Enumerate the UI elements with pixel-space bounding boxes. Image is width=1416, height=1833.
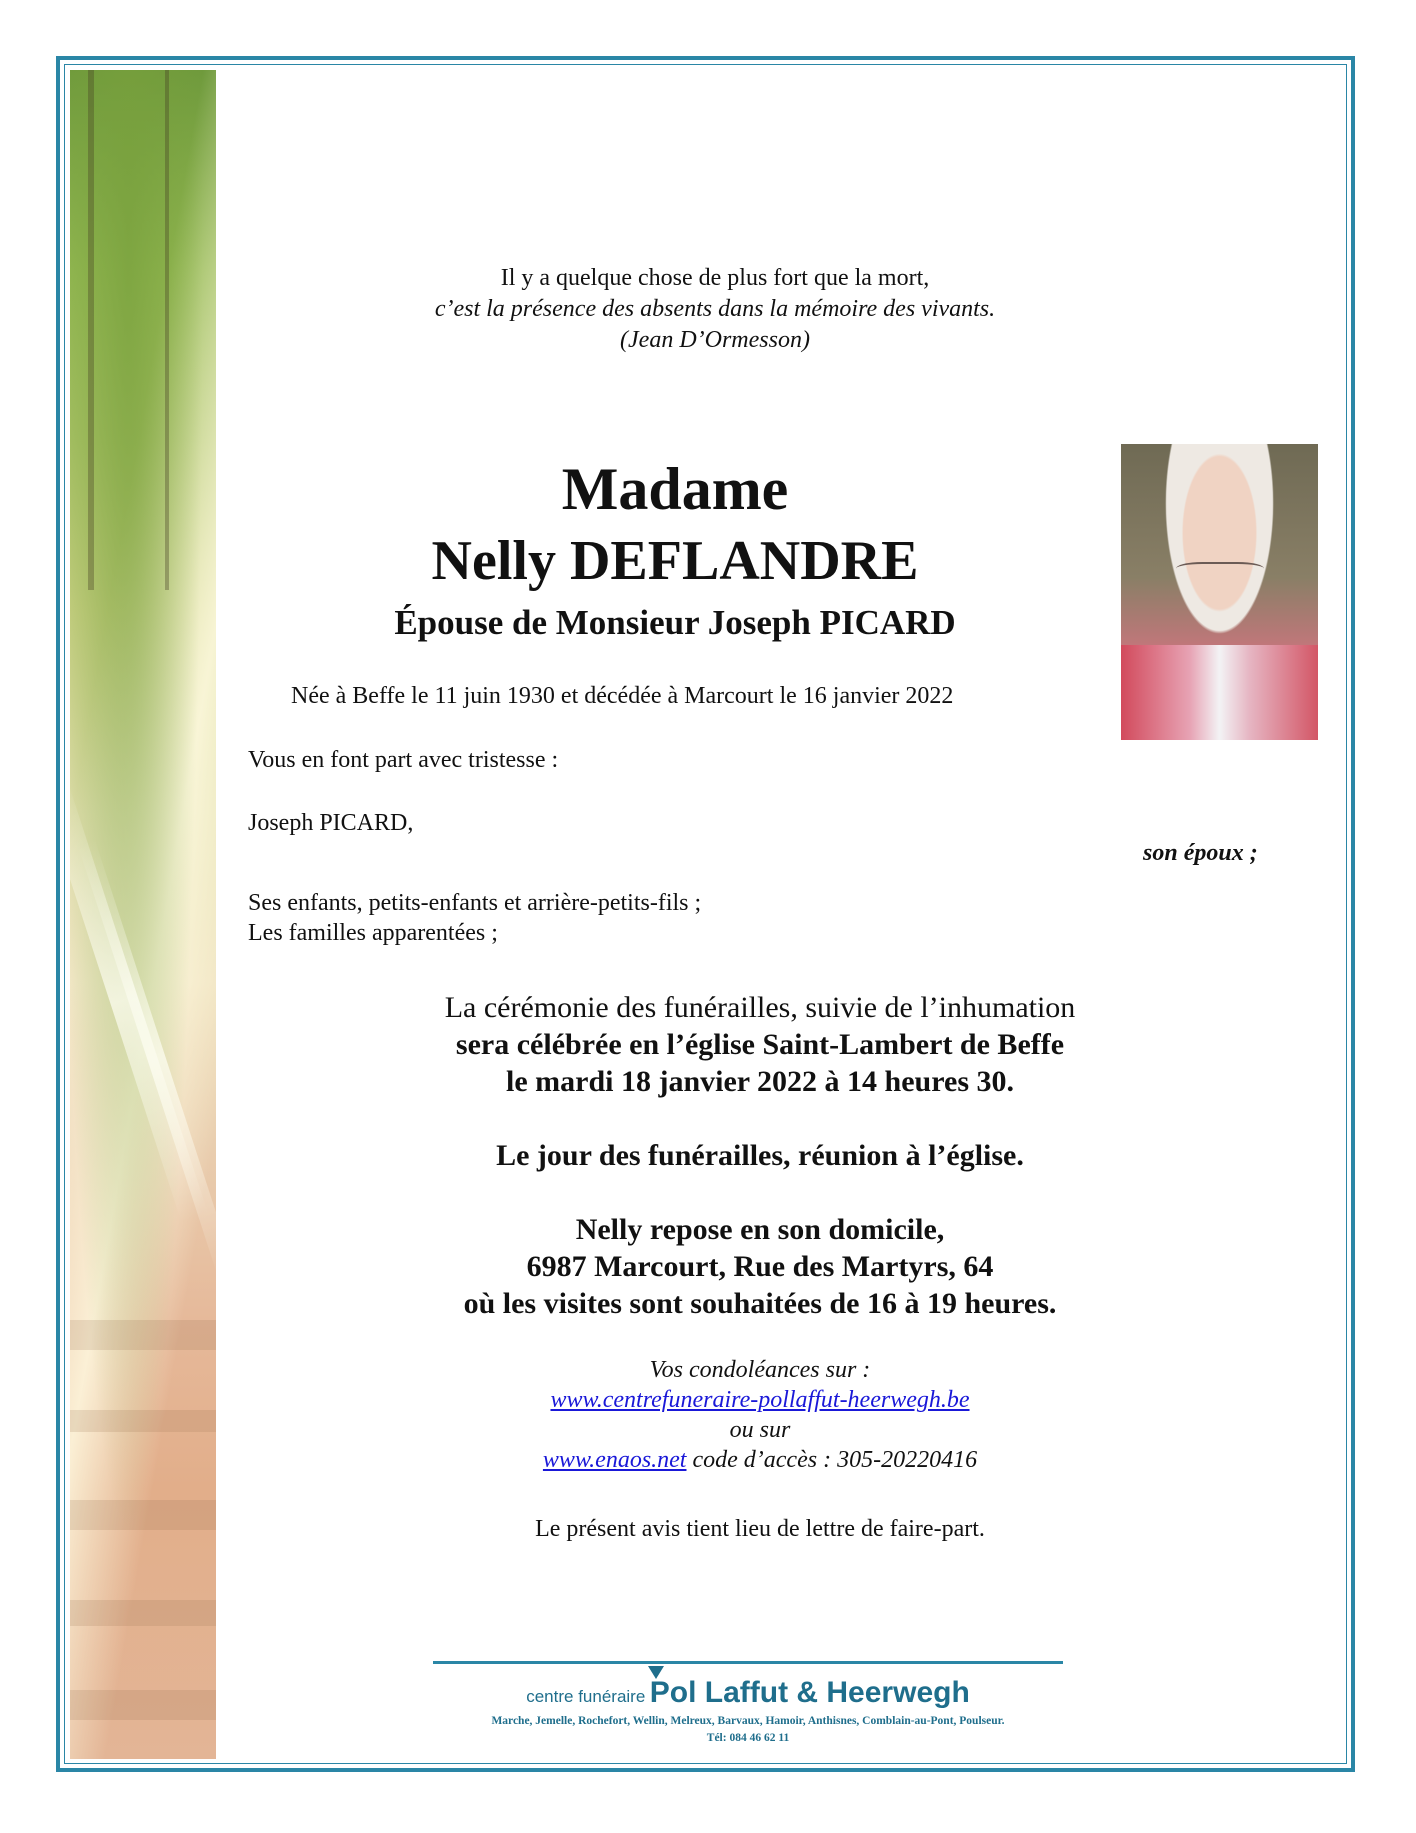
- logo-prefix: centre funéraire: [526, 1687, 646, 1706]
- logo-brand: Pol Laffut & Heerwegh: [649, 1676, 970, 1709]
- quote-author: (Jean D’Ormesson): [620, 327, 810, 353]
- forest-path-image: [70, 70, 216, 1759]
- meeting-line: Le jour des funérailles, réunion à l’église.: [496, 1139, 1024, 1172]
- visitation-line-1: Nelly repose en son domicile,: [575, 1213, 945, 1246]
- spouse-name: Joseph PICARD,: [248, 810, 414, 836]
- condolences-or: ou sur: [729, 1417, 791, 1443]
- family-intro: Vous en font part avec tristesse :: [248, 747, 559, 773]
- relatives-line: Les familles apparentées ;: [248, 920, 498, 946]
- spouse-relation: son époux ;: [1143, 840, 1258, 866]
- condolences-link-row: [380, 1385, 1140, 1415]
- ceremony-line-1: La cérémonie des funérailles, suivie de l’inhumation: [444, 991, 1076, 1024]
- condolences-intro: Vos condoléances sur :: [649, 1357, 871, 1383]
- footer-rule: [433, 1661, 1063, 1664]
- footer-towns: Marche, Jemelle, Rochefort, Wellin, Melreux, Barvaux, Hamoir, Anthisnes, Comblain-au-Pont, Poulseur.: [491, 1715, 1005, 1727]
- life-dates: Née à Beffe le 11 juin 1930 et décédée à Marcourt le 16 janvier 2022: [291, 683, 954, 709]
- quote-line-1: Il y a quelque chose de plus fort que la mort,: [500, 265, 930, 291]
- children-line: Ses enfants, petits-enfants et arrière-petits-fils ;: [248, 890, 702, 916]
- enaos-row: [380, 1445, 1140, 1475]
- funeral-home-logo: [433, 1676, 1063, 1710]
- access-code: code d’accès : 305-20220416: [686, 1447, 978, 1473]
- visitation-line-3: où les visites sont souhaitées de 16 à 19 heures.: [463, 1287, 1057, 1320]
- ceremony-line-3: le mardi 18 janvier 2022 à 14 heures 30.: [505, 1065, 1015, 1098]
- honorific-title: Madame: [561, 456, 789, 522]
- enaos-link[interactable]: www.enaos.net: [542, 1447, 687, 1473]
- funeral-home-link[interactable]: www.centrefuneraire-pollaffut-heerwegh.be: [550, 1387, 970, 1413]
- spouse-line: Épouse de Monsieur Joseph PICARD: [394, 603, 956, 642]
- portrait-photo: [1121, 444, 1318, 740]
- deceased-name: Nelly DEFLANDRE: [431, 530, 919, 592]
- ceremony-line-2: sera célébrée en l’église Saint-Lambert de Beffe: [455, 1028, 1065, 1061]
- closing-note: Le présent avis tient lieu de lettre de faire-part.: [535, 1516, 985, 1542]
- quote-line-2: c’est la présence des absents dans la mémoire des vivants.: [434, 296, 996, 322]
- footer-phone: Tél: 084 46 62 11: [706, 1732, 790, 1744]
- visitation-line-2: 6987 Marcourt, Rue des Martyrs, 64: [526, 1250, 994, 1283]
